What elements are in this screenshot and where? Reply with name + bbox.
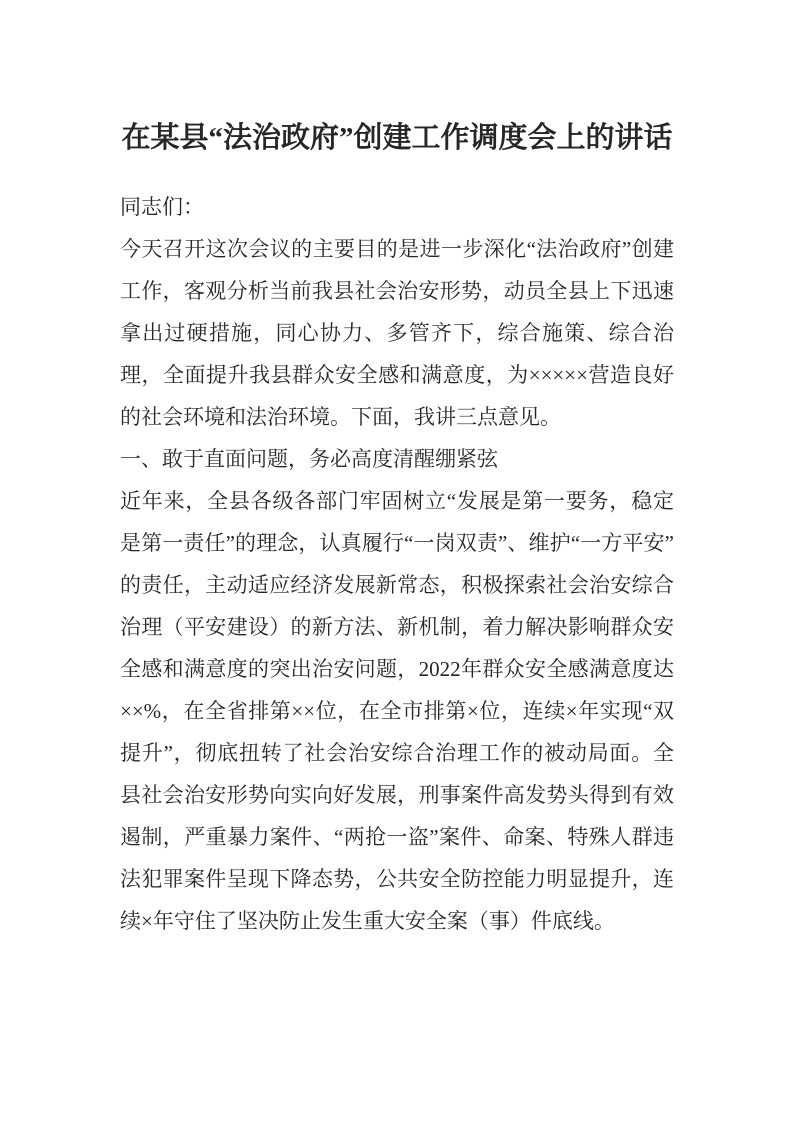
document-title: 在某县“法治政府”创建工作调度会上的讲话 xyxy=(121,122,673,154)
document-body xyxy=(120,186,674,942)
salutation: 同志们： xyxy=(120,195,204,219)
section-heading: 一、敢于直面问题，务必高度清醒绷紧弦 xyxy=(120,447,498,471)
body-paragraph: 今天召开这次会议的主要目的是进一步深化“法治政府”创建工作，客观分析当前我县社会治安形势，动员全县上下迅速拿出过硬措施，同心协力、多管齐下，综合施策、综合治理，全面提升我县群众安全感和满意度，为×××××营造良好的社会环境和法治环境。下面，我讲三点意见。 xyxy=(120,237,674,429)
body-paragraph: 近年来，全县各级各部门牢固树立“发展是第一要务，稳定是第一责任”的理念，认真履行“一岗双责”、维护“一方平安”的责任，主动适应经济发展新常态，积极探索社会治安综合治理（平安建设）的新方法、新机制，着力解决影响群众安全感和满意度的突出治安问题，2022年群众安全感满意度达××%，在全省排第××位，在全市排第×位，连续×年实现“双提升”，彻底扭转了社会治安综合治理工作的被动局面。全县社会治安形势向实向好发展，刑事案件高发势头得到有效遏制，严重暴力案件、“两抢一盗”案件、命案、特殊人群违法犯罪案件呈现下降态势，公共安全防控能力明显提升，连续×年守住了坚决防止发生重大安全案（事）件底线。 xyxy=(120,489,674,933)
document-content xyxy=(120,112,674,942)
